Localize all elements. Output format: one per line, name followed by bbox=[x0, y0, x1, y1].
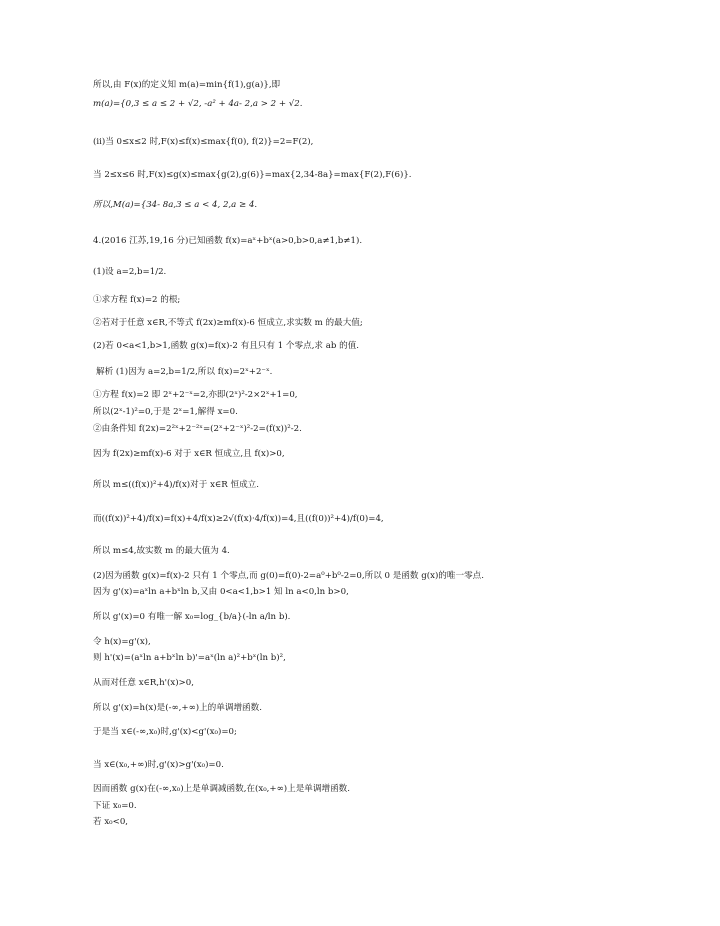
text-line: 则 h'(x)=(aˣln a+bˣln b)'=aˣ(ln a)²+bˣ(ln b)², bbox=[93, 653, 286, 663]
text-line: 所以 g'(x)=h(x)是(-∞,+∞)上的单调增函数. bbox=[93, 703, 262, 713]
text-line: 所以 m≤4,故实数 m 的最大值为 4. bbox=[93, 546, 230, 556]
piecewise-m: m(a)={0,3 ≤ a ≤ 2 + √2, -a² + 4a- 2,a > 2 + √2. bbox=[93, 99, 303, 109]
piecewise-M: 所以,M(a)={34- 8a,3 ≤ a < 4, 2,a ≥ 4. bbox=[93, 200, 258, 210]
text-line: 因而函数 g(x)在(-∞,x₀)上是单调减函数,在(x₀,+∞)上是单调增函数. bbox=[93, 784, 351, 794]
text-line: 从而对任意 x∈R,h'(x)>0, bbox=[93, 678, 194, 688]
text-line: 所以,由 F(x)的定义知 m(a)=min{f(1),g(a)},即 bbox=[93, 80, 281, 90]
solution-start: 解析 (1)因为 a=2,b=1/2,所以 f(x)=2ˣ+2⁻ˣ. bbox=[96, 367, 273, 377]
text-line: 所以 m≤((f(x))²+4)/f(x)对于 x∈R 恒成立. bbox=[93, 480, 259, 490]
text-line: (1)设 a=2,b=1/2. bbox=[93, 267, 167, 277]
text-line: 下证 x₀=0. bbox=[93, 801, 137, 811]
text-line: 当 2≤x≤6 时,F(x)≤g(x)≤max{g(2),g(6)}=max{2,34-8a}=max{F(2),F(6)}. bbox=[93, 170, 412, 180]
text-line: ②若对于任意 x∈R,不等式 f(2x)≥mf(x)-6 恒成立,求实数 m 的最大值; bbox=[93, 318, 363, 328]
text-line: (2)若 0<a<1,b>1,函数 g(x)=f(x)-2 有且只有 1 个零点,求 ab 的值. bbox=[93, 341, 360, 351]
text-line: ②由条件知 f(2x)=2²ˣ+2⁻²ˣ=(2ˣ+2⁻ˣ)²-2=(f(x))²-2. bbox=[93, 424, 302, 434]
text-line: (2)因为函数 g(x)=f(x)-2 只有 1 个零点,而 g(0)=f(0)-2=a⁰+b⁰-2=0,所以 0 是函数 g(x)的唯一零点. bbox=[93, 571, 484, 581]
text-line: ①方程 f(x)=2 即 2ˣ+2⁻ˣ=2,亦即(2ˣ)²-2×2ˣ+1=0, bbox=[93, 390, 298, 400]
text-line: ①求方程 f(x)=2 的根; bbox=[93, 295, 181, 305]
text-line: 若 x₀<0, bbox=[93, 817, 129, 827]
inequality-line: 而((f(x))²+4)/f(x)=f(x)+4/f(x)≥2√(f(x)·4/f(x))=4,且((f(0))²+4)/f(0)=4, bbox=[93, 514, 384, 524]
problem-header: 4.(2016 江苏,19,16 分)已知函数 f(x)=aˣ+bˣ(a>0,b>0,a≠1,b≠1). bbox=[93, 236, 363, 246]
text-line: 令 h(x)=g'(x), bbox=[93, 637, 151, 647]
text-line: 当 x∈(x₀,+∞)时,g'(x)>g'(x₀)=0. bbox=[93, 760, 224, 770]
text-line: 因为 g'(x)=aˣln a+bˣln b,又由 0<a<1,b>1 知 ln a<0,ln b>0, bbox=[93, 587, 349, 597]
text-line: 所以 g'(x)=0 有唯一解 x₀=log_{b/a}(-ln a/ln b). bbox=[93, 612, 291, 622]
text-line: (ii)当 0≤x≤2 时,F(x)≤f(x)≤max{f(0), f(2)}=2=F(2), bbox=[93, 137, 314, 147]
text-line: 于是当 x∈(-∞,x₀)时,g'(x)<g'(x₀)=0; bbox=[93, 727, 237, 737]
text-line: 所以(2ˣ-1)²=0,于是 2ˣ=1,解得 x=0. bbox=[93, 407, 238, 417]
text-line: 因为 f(2x)≥mf(x)-6 对于 x∈R 恒成立,且 f(x)>0, bbox=[93, 449, 285, 459]
